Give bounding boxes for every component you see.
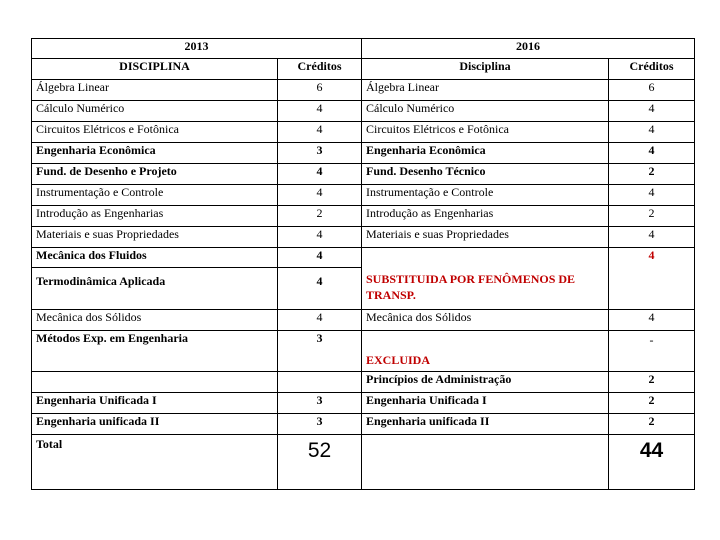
credits-2016: 4 <box>609 122 695 143</box>
credits-2016: 2 <box>609 206 695 227</box>
discipline-2016: Engenharia Unificada I <box>362 393 609 414</box>
discipline-2013: Álgebra Linear <box>32 80 278 101</box>
year-2013: 2013 <box>32 39 362 59</box>
credits-2013: 4 <box>278 185 362 206</box>
table-row <box>32 227 695 248</box>
table-row <box>32 206 695 227</box>
discipline-2016: Engenharia Econômica <box>362 143 609 164</box>
credits-2016: 4 <box>609 310 695 331</box>
table-row <box>32 185 695 206</box>
header-disciplina-2016: Disciplina <box>362 59 609 80</box>
table-row <box>32 248 695 268</box>
discipline-2013: Engenharia Unificada I <box>32 393 278 414</box>
credits-2016: 4 <box>609 185 695 206</box>
table-row <box>32 331 695 372</box>
credits-2016: 2 <box>609 414 695 435</box>
credits-2016 <box>609 268 695 310</box>
credits-2013: 4 <box>278 310 362 331</box>
discipline-2016: Mecânica dos Sólidos <box>362 310 609 331</box>
credits-2013: 3 <box>278 331 362 372</box>
curriculum-comparison-table <box>31 38 695 490</box>
table-row <box>32 122 695 143</box>
discipline-2013: Engenharia unificada II <box>32 414 278 435</box>
discipline-2013: Instrumentação e Controle <box>32 185 278 206</box>
header-row <box>32 59 695 80</box>
excluded-note: EXCLUIDA <box>362 331 609 372</box>
discipline-2013: Mecânica dos Sólidos <box>32 310 278 331</box>
credits-2013: 4 <box>278 227 362 248</box>
credits-2016: 2 <box>609 164 695 185</box>
table-row <box>32 143 695 164</box>
total-row <box>32 435 695 490</box>
total-credits-2013: 52 <box>278 435 362 490</box>
discipline-2016: Circuitos Elétricos e Fotônica <box>362 122 609 143</box>
credits-2013: 3 <box>278 414 362 435</box>
credits-2013: 4 <box>278 268 362 310</box>
discipline-2016: Princípios de Administração <box>362 372 609 393</box>
discipline-2016: Engenharia unificada II <box>362 414 609 435</box>
substitution-note: SUBSTITUIDA POR FENÔMENOS DE TRANSP. <box>362 268 609 310</box>
table-row <box>32 393 695 414</box>
discipline-2013: Circuitos Elétricos e Fotônica <box>32 122 278 143</box>
discipline-2013: Métodos Exp. em Engenharia <box>32 331 278 372</box>
credits-2016: 2 <box>609 372 695 393</box>
table-row <box>32 101 695 122</box>
table-row <box>32 164 695 185</box>
discipline-2013: Cálculo Numérico <box>32 101 278 122</box>
table-row <box>32 310 695 331</box>
credits-2013: 3 <box>278 393 362 414</box>
discipline-2013 <box>32 372 278 393</box>
year-2016: 2016 <box>362 39 695 59</box>
discipline-2016: Introdução as Engenharias <box>362 206 609 227</box>
credits-2013: 4 <box>278 101 362 122</box>
credits-2013: 4 <box>278 248 362 268</box>
discipline-2016: Cálculo Numérico <box>362 101 609 122</box>
credits-2016: 4 <box>609 248 695 268</box>
discipline-2013: Termodinâmica Aplicada <box>32 268 278 310</box>
discipline-2016: Álgebra Linear <box>362 80 609 101</box>
credits-2013 <box>278 372 362 393</box>
credits-2013: 3 <box>278 143 362 164</box>
table-row <box>32 414 695 435</box>
table-row <box>32 80 695 101</box>
credits-2016: 4 <box>609 101 695 122</box>
discipline-2016 <box>362 248 609 268</box>
credits-2016: - <box>609 331 695 372</box>
credits-2016: 4 <box>609 227 695 248</box>
header-creditos-2016: Créditos <box>609 59 695 80</box>
credits-2013: 2 <box>278 206 362 227</box>
discipline-2016: Fund. Desenho Técnico <box>362 164 609 185</box>
credits-2013: 4 <box>278 164 362 185</box>
discipline-2016: Instrumentação e Controle <box>362 185 609 206</box>
discipline-2013: Introdução as Engenharias <box>32 206 278 227</box>
year-row <box>32 39 695 59</box>
header-creditos-2013: Créditos <box>278 59 362 80</box>
total-label: Total <box>32 435 278 490</box>
credits-2013: 6 <box>278 80 362 101</box>
discipline-2013: Fund. de Desenho e Projeto <box>32 164 278 185</box>
total-credits-2016: 44 <box>609 435 695 490</box>
discipline-2016: Materiais e suas Propriedades <box>362 227 609 248</box>
table-row <box>32 372 695 393</box>
credits-2016: 4 <box>609 143 695 164</box>
discipline-2013: Engenharia Econômica <box>32 143 278 164</box>
credits-2016: 2 <box>609 393 695 414</box>
credits-2013: 4 <box>278 122 362 143</box>
table-row <box>32 268 695 310</box>
header-disciplina-2013: DISCIPLINA <box>32 59 278 80</box>
discipline-2013: Mecânica dos Fluidos <box>32 248 278 268</box>
credits-2016: 6 <box>609 80 695 101</box>
discipline-2013: Materiais e suas Propriedades <box>32 227 278 248</box>
total-empty-cell <box>362 435 609 490</box>
